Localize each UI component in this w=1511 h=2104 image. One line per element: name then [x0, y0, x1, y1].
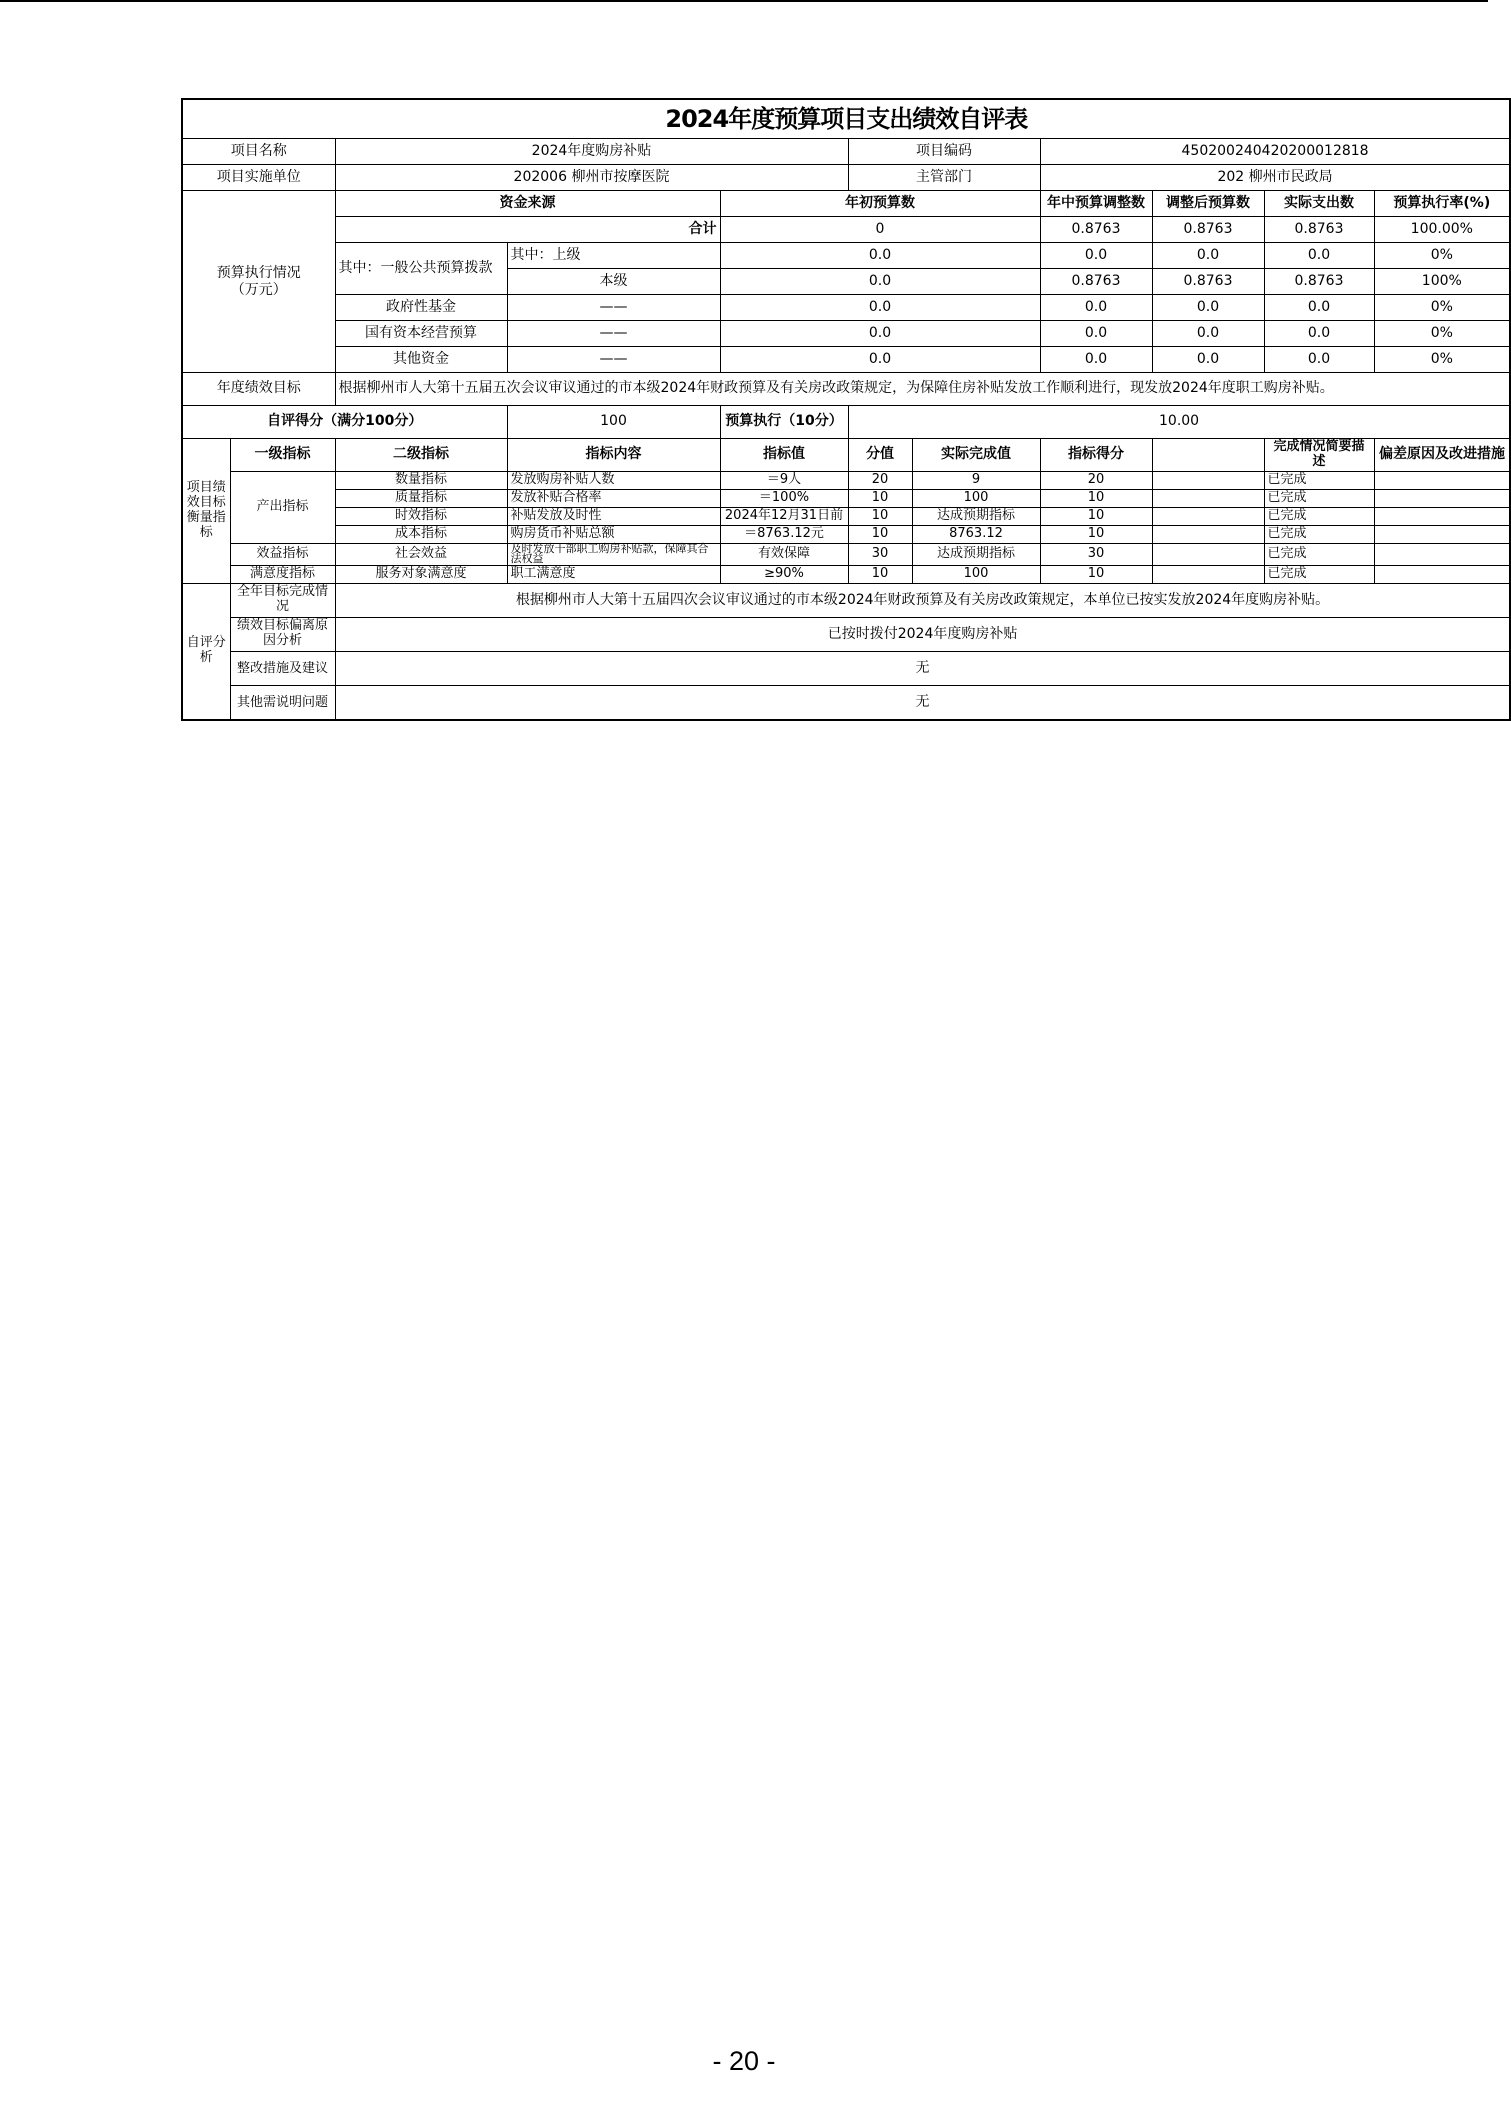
header-description-line1: 完成情况简要描: [1273, 439, 1365, 455]
page-top-border: [0, 0, 1488, 2]
budget-exec-score-label: 预算执行（10分）: [720, 406, 848, 439]
analysis-item-label: [230, 583, 335, 617]
indicator-level2: 数量指标: [335, 472, 507, 490]
indicator-reason: [1374, 526, 1510, 544]
indicator-actual: 100: [912, 565, 1040, 583]
budget-upper-actual: 0.0: [1264, 243, 1374, 269]
indicator-target: ＝8763.12元: [720, 526, 848, 544]
budget-state-capital-actual: 0.0: [1264, 321, 1374, 347]
budget-other-actual: 0.0: [1264, 347, 1374, 373]
indicator-reason: [1374, 490, 1510, 508]
budget-local-label: 本级: [507, 269, 720, 295]
header-score: 指标得分: [1040, 439, 1152, 472]
budget-total-actual: 0.8763: [1264, 217, 1374, 243]
indicator-row-benefit: [182, 544, 1510, 566]
budget-upper-label: 其中：上级: [507, 243, 720, 269]
indicator-weight: 10: [848, 490, 912, 508]
budget-other-dash: ——: [507, 347, 720, 373]
indicator-weight: 10: [848, 565, 912, 583]
indicator-score: 10: [1040, 490, 1152, 508]
header-weight: 分值: [848, 439, 912, 472]
budget-other-rate: 0%: [1374, 347, 1510, 373]
indicator-section-label-line1: 项目绩: [186, 480, 226, 496]
indicator-actual: 9: [912, 472, 1040, 490]
indicator-tail: [1152, 472, 1264, 490]
indicator-reason: [1374, 508, 1510, 526]
table-title: 2024年度预算项目支出绩效自评表: [182, 99, 1510, 139]
indicator-section-label-line4: 标: [199, 524, 213, 540]
budget-gov-fund-initial: 0.0: [720, 295, 1040, 321]
budget-total-initial: 0: [720, 217, 1040, 243]
budget-row-state-capital: [182, 321, 1510, 347]
indicator-actual: 100: [912, 490, 1040, 508]
budget-state-capital-rate: 0%: [1374, 321, 1510, 347]
project-unit-label: 项目实施单位: [182, 165, 335, 191]
indicator-weight: 10: [848, 526, 912, 544]
indicator-reason: [1374, 544, 1510, 566]
indicator-section-label: [182, 439, 230, 584]
budget-other-label: 其他资金: [335, 347, 507, 373]
indicator-section-label-line3: 衡量指: [186, 509, 226, 525]
indicator-weight: 30: [848, 544, 912, 566]
budget-gov-fund-mid: 0.0: [1040, 295, 1152, 321]
indicator-section-label-line2: 效目标: [186, 495, 226, 510]
project-unit-value: 202006 柳州市按摩医院: [335, 165, 848, 191]
indicator-row-cost: [182, 526, 1510, 544]
budget-row-gov-fund: [182, 295, 1510, 321]
indicator-desc: 已完成: [1264, 565, 1374, 583]
indicator-level2: 社会效益: [335, 544, 507, 566]
indicator-row-quality: [182, 490, 1510, 508]
indicator-desc: 已完成: [1264, 526, 1374, 544]
analysis-item-label: [230, 617, 335, 651]
indicator-tail: [1152, 565, 1264, 583]
analysis-item-label-line1: 绩效目标偏离原: [236, 618, 328, 634]
budget-row-upper: [182, 243, 1510, 269]
indicator-score: 10: [1040, 508, 1152, 526]
indicator-desc: 已完成: [1264, 544, 1374, 566]
header-tail: [1152, 439, 1264, 472]
project-name-label: 项目名称: [182, 139, 335, 165]
budget-other-adjusted: 0.0: [1152, 347, 1264, 373]
budget-row-other: [182, 347, 1510, 373]
budget-row-total: [182, 217, 1510, 243]
project-code-value: 450200240420200012818: [1040, 139, 1510, 165]
budget-total-mid: 0.8763: [1040, 217, 1152, 243]
indicator-score: 10: [1040, 565, 1152, 583]
self-score-value: 100: [507, 406, 720, 439]
header-level2: 二级指标: [335, 439, 507, 472]
analysis-section-label-line1: 自评分: [186, 635, 226, 651]
budget-total-label: 合计: [335, 217, 720, 243]
budget-other-initial: 0.0: [720, 347, 1040, 373]
indicator-reason: [1374, 565, 1510, 583]
indicator-level2: 服务对象满意度: [335, 565, 507, 583]
evaluation-table: [181, 98, 1511, 721]
budget-gov-fund-dash: ——: [507, 295, 720, 321]
indicator-reason: [1374, 472, 1510, 490]
budget-state-capital-mid: 0.0: [1040, 321, 1152, 347]
self-score-label: 自评得分（满分100分）: [182, 406, 507, 439]
analysis-section-label-line2: 析: [199, 650, 213, 666]
project-name-value: 2024年度购房补贴: [335, 139, 848, 165]
indicator-tail: [1152, 508, 1264, 526]
budget-local-initial: 0.0: [720, 269, 1040, 295]
page-number: - 20 -: [712, 2046, 776, 2076]
indicator-content: 及时发放干部职工购房补贴款，保障其合法权益: [507, 544, 720, 566]
indicator-weight: 20: [848, 472, 912, 490]
header-content: 指标内容: [507, 439, 720, 472]
header-fund-source: 资金来源: [335, 191, 720, 217]
annual-goal-text: 根据柳州市人大第十五届五次会议审议通过的市本级2024年财政预算及有关房改政策规定，为保障住房补贴发放工作顺利进行，现发放2024年度职工购房补贴。: [335, 373, 1510, 406]
indicator-tail: [1152, 526, 1264, 544]
indicator-row-timeliness: [182, 508, 1510, 526]
budget-upper-mid: 0.0: [1040, 243, 1152, 269]
indicator-target: ＝100%: [720, 490, 848, 508]
indicator-content: 补贴发放及时性: [507, 508, 720, 526]
header-description: [1264, 439, 1374, 472]
indicator-level2: 成本指标: [335, 526, 507, 544]
analysis-item-label-line1: 全年目标完成情: [236, 584, 328, 600]
header-target: 指标值: [720, 439, 848, 472]
general-budget-label: 其中：一般公共预算拨款: [335, 243, 507, 295]
satisfaction-indicator-label: 满意度指标: [230, 565, 335, 583]
budget-section-label-line2: （万元）: [230, 281, 287, 298]
indicator-target: ＝9人: [720, 472, 848, 490]
indicator-actual: 达成预期指标: [912, 508, 1040, 526]
indicator-level2: 质量指标: [335, 490, 507, 508]
header-description-line2: 述: [1312, 454, 1326, 469]
indicator-content: 发放购房补贴人数: [507, 472, 720, 490]
header-level1: 一级指标: [230, 439, 335, 472]
indicator-weight: 10: [848, 508, 912, 526]
benefit-indicator-label: 效益指标: [230, 544, 335, 566]
analysis-item-label-line2: 况: [275, 599, 289, 615]
budget-upper-rate: 0%: [1374, 243, 1510, 269]
indicator-tail: [1152, 490, 1264, 508]
budget-total-rate: 100.00%: [1374, 217, 1510, 243]
annual-goal-label: 年度绩效目标: [182, 373, 335, 406]
analysis-section-label: [182, 583, 230, 720]
analysis-item-text: 无: [335, 651, 1510, 685]
budget-gov-fund-rate: 0%: [1374, 295, 1510, 321]
budget-local-adjusted: 0.8763: [1152, 269, 1264, 295]
indicator-actual: 达成预期指标: [912, 544, 1040, 566]
header-actual: 实际完成值: [912, 439, 1040, 472]
indicator-score: 30: [1040, 544, 1152, 566]
header-initial-budget: 年初预算数: [720, 191, 1040, 217]
budget-gov-fund-adjusted: 0.0: [1152, 295, 1264, 321]
indicator-level2: 时效指标: [335, 508, 507, 526]
budget-section-label: [182, 191, 335, 373]
indicator-content: 发放补贴合格率: [507, 490, 720, 508]
budget-gov-fund-actual: 0.0: [1264, 295, 1374, 321]
indicator-desc: 已完成: [1264, 472, 1374, 490]
budget-other-mid: 0.0: [1040, 347, 1152, 373]
budget-state-capital-label: 国有资本经营预算: [335, 321, 507, 347]
budget-upper-initial: 0.0: [720, 243, 1040, 269]
indicator-target: 有效保障: [720, 544, 848, 566]
indicator-content: 购房货币补贴总额: [507, 526, 720, 544]
budget-local-actual: 0.8763: [1264, 269, 1374, 295]
budget-state-capital-dash: ——: [507, 321, 720, 347]
header-exec-rate: 预算执行率(%): [1374, 191, 1510, 217]
analysis-item-text: 无: [335, 685, 1510, 720]
analysis-item-label: 其他需说明问题: [230, 685, 335, 720]
budget-local-mid: 0.8763: [1040, 269, 1152, 295]
header-mid-adjust: 年中预算调整数: [1040, 191, 1152, 217]
project-code-label: 项目编码: [848, 139, 1040, 165]
budget-gov-fund-label: 政府性基金: [335, 295, 507, 321]
indicator-row-quantity: [182, 472, 1510, 490]
analysis-item-text: 根据柳州市人大第十五届四次会议审议通过的市本级2024年财政预算及有关房改政策规定，本单位已按实发放2024年度购房补贴。: [335, 583, 1510, 617]
indicator-desc: 已完成: [1264, 508, 1374, 526]
analysis-item-label-line2: 因分析: [262, 633, 302, 649]
indicator-actual: 8763.12: [912, 526, 1040, 544]
budget-section-label-line1: 预算执行情况: [216, 265, 301, 282]
header-actual-spend: 实际支出数: [1264, 191, 1374, 217]
indicator-row-satisfaction: [182, 565, 1510, 583]
budget-state-capital-adjusted: 0.0: [1152, 321, 1264, 347]
indicator-score: 10: [1040, 526, 1152, 544]
indicator-score: 20: [1040, 472, 1152, 490]
project-dept-value: 202 柳州市民政局: [1040, 165, 1510, 191]
indicator-target: 2024年12月31日前: [720, 508, 848, 526]
header-adjusted-budget: 调整后预算数: [1152, 191, 1264, 217]
analysis-item-label: 整改措施及建议: [230, 651, 335, 685]
indicator-desc: 已完成: [1264, 490, 1374, 508]
budget-exec-score-value: 10.00: [848, 406, 1510, 439]
budget-local-rate: 100%: [1374, 269, 1510, 295]
budget-total-adjusted: 0.8763: [1152, 217, 1264, 243]
indicator-tail: [1152, 544, 1264, 566]
analysis-item-text: 已按时拨付2024年度购房补贴: [335, 617, 1510, 651]
indicator-target: ≥90%: [720, 565, 848, 583]
indicator-content: 职工满意度: [507, 565, 720, 583]
output-indicator-label: 产出指标: [230, 472, 335, 544]
budget-upper-adjusted: 0.0: [1152, 243, 1264, 269]
budget-state-capital-initial: 0.0: [720, 321, 1040, 347]
header-reason: 偏差原因及改进措施: [1374, 439, 1510, 472]
project-dept-label: 主管部门: [848, 165, 1040, 191]
performance-self-evaluation-sheet: [181, 98, 1506, 721]
